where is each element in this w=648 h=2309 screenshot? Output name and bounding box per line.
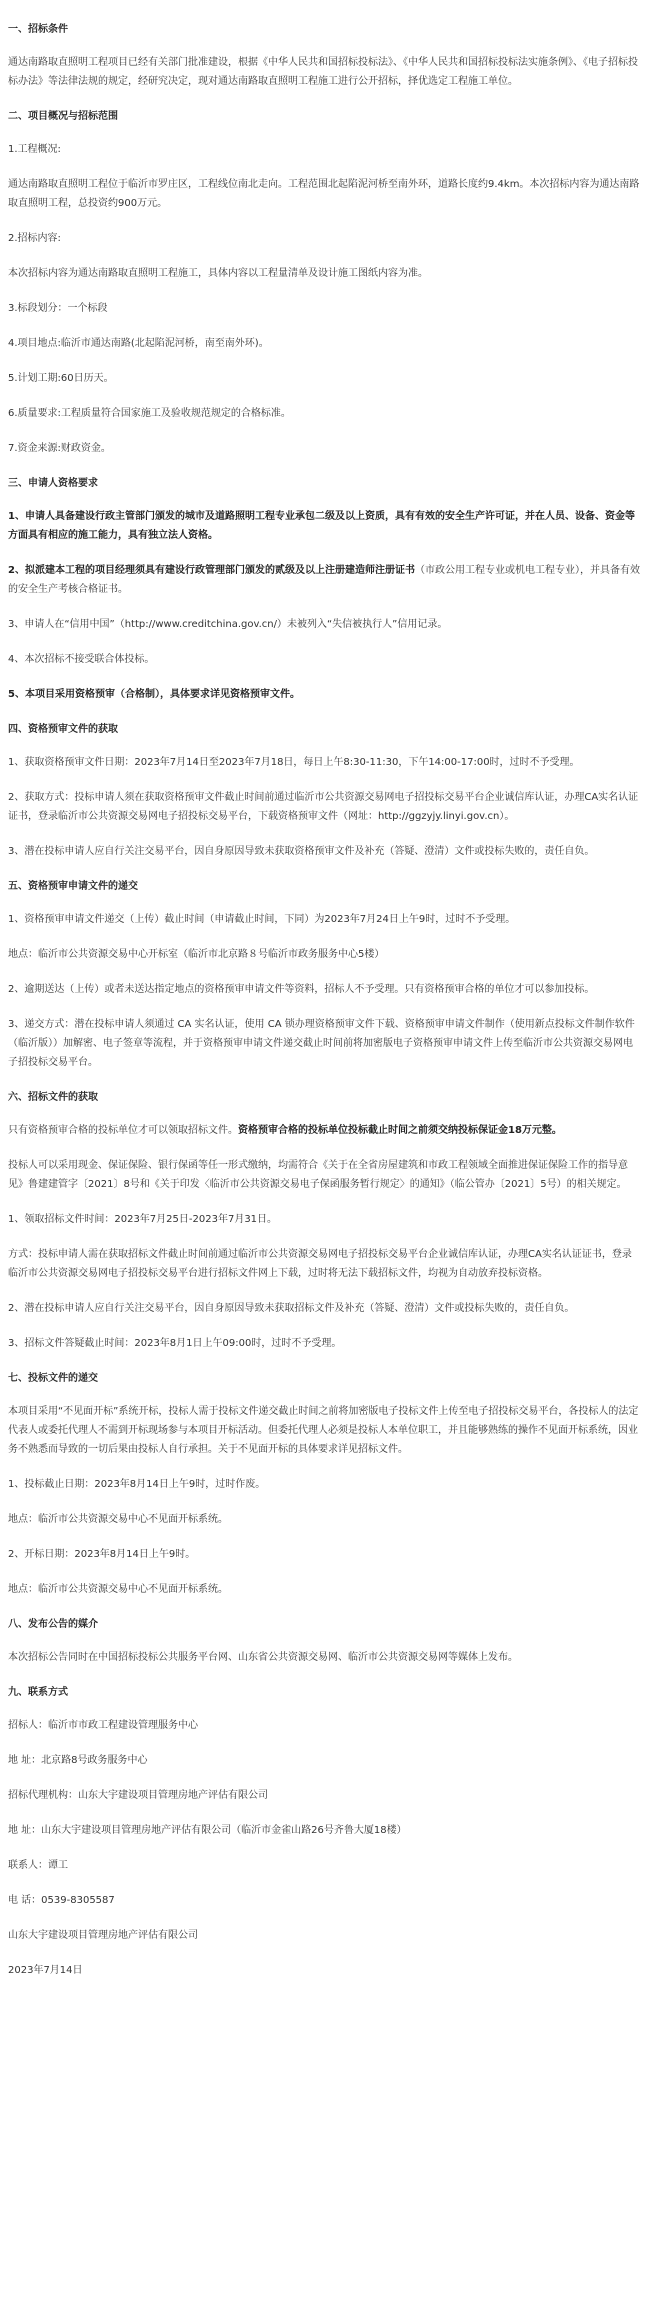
section-4-heading: 四、资格预审文件的获取	[8, 724, 118, 735]
paragraph: 3、申请人在“信用中国”（http://www.creditchina.gov.cn/）未被列入“失信被执行人”信用记录。	[8, 619, 448, 630]
signature-date: 2023年7月14日	[8, 1965, 83, 1976]
paragraph: 3、潜在投标申请人应自行关注交易平台，因自身原因导致未获取资格预审文件及补充（答疑、澄清）文件或投标失败的，责任自负。	[8, 846, 595, 857]
paragraph-bold: 5、本项目采用资格预审（合格制），具体要求详见资格预审文件。	[8, 689, 300, 700]
section-8-heading: 八、发布公告的媒介	[8, 1619, 98, 1630]
signature-company: 山东大宇建设项目管理房地产评估有限公司	[8, 1930, 198, 1941]
paragraph: 投标人可以采用现金、保证保险、银行保函等任一形式缴纳，均需符合《关于在全省房屋建筑和市政工程领域全面推进保证保险工作的指导意见》鲁建建管字〔2021〕8号和《关于印发〈临沂市公共资源交易电子保函服务暂行规定〉的通知》（临公管办〔2021〕5号）的相关规定。	[8, 1160, 628, 1190]
contact-line: 联系人：谭工	[8, 1860, 68, 1871]
section-7-heading: 七、投标文件的递交	[8, 1373, 98, 1384]
contact-line: 招标代理机构：山东大宇建设项目管理房地产评估有限公司	[8, 1790, 268, 1801]
paragraph: 通达南路取直照明工程项目已经有关部门批准建设，根据《中华人民共和国招标投标法》、《中华人民共和国招标投标法实施条例》、《电子招标投标办法》等法律法规的规定，经研究决定，现对通达南路取直照明工程施工进行公开招标，择优选定工程施工单位。	[8, 57, 638, 87]
paragraph: 7.资金来源:财政资金。	[8, 443, 111, 454]
paragraph: 1、获取资格预审文件日期：2023年7月14日至2023年7月18日，每日上午8:30-11:30，下午14:00-17:00时，过时不予受理。	[8, 757, 580, 768]
paragraph	[8, 1121, 640, 1140]
paragraph: 5.计划工期:60日历天。	[8, 373, 114, 384]
paragraph: 2.招标内容:	[8, 233, 61, 244]
normal-run: （市政公用工程专业或机电工程专业），并具备有效的安全生产考核合格证书。	[8, 565, 640, 595]
section-6-heading: 六、招标文件的获取	[8, 1092, 98, 1103]
paragraph: 1、领取招标文件时间：2023年7月25日-2023年7月31日。	[8, 1214, 278, 1225]
paragraph: 地点：临沂市公共资源交易中心不见面开标系统。	[8, 1584, 228, 1595]
paragraph: 本次招标公告同时在中国招标投标公共服务平台网、山东省公共资源交易网、临沂市公共资源交易网等媒体上发布。	[8, 1652, 518, 1663]
paragraph: 地点：临沂市公共资源交易中心不见面开标系统。	[8, 1514, 228, 1525]
paragraph: 4.项目地点:临沂市通达南路(北起陷泥河桥，南至南外环)。	[8, 338, 269, 349]
contact-line: 地 址：北京路8号政务服务中心	[8, 1755, 148, 1766]
paragraph: 3、招标文件答疑截止时间：2023年8月1日上午09:00时，过时不予受理。	[8, 1338, 342, 1349]
paragraph-bold: 1、申请人具备建设行政主管部门颁发的城市及道路照明工程专业承包二级及以上资质，具有有效的安全生产许可证，并在人员、设备、资金等方面具有相应的施工能力，具有独立法人资格。	[8, 511, 635, 541]
paragraph: 3、递交方式：潜在投标申请人须通过 CA 实名认证，使用 CA 锁办理资格预审文件下载、资格预审申请文件制作（使用新点投标文件制作软件（临沂版））加解密、电子签章等流程，并于资格预审申请文件递交截止时间前将加密版电子资格预审申请文件上传至临沂市公共资源交易网电子招投标交易平台。	[8, 1019, 635, 1068]
contact-line: 地 址：山东大宇建设项目管理房地产评估有限公司（临沂市金雀山路26号齐鲁大厦18楼）	[8, 1825, 407, 1836]
paragraph: 2、获取方式：投标申请人须在获取资格预审文件截止时间前通过临沂市公共资源交易网电子招投标交易平台企业诚信库认证，办理CA实名认证证书，登录临沂市公共资源交易网电子招投标交易平台，下载资格预审文件（网址：http://ggzyjy.linyi.gov.cn）。	[8, 792, 639, 822]
section-9-heading: 九、联系方式	[8, 1687, 68, 1698]
paragraph: 1、资格预审申请文件递交（上传）截止时间（申请截止时间，下同）为2023年7月24日上午9时，过时不予受理。	[8, 914, 516, 925]
paragraph: 2、逾期送达（上传）或者未送达指定地点的资格预审申请文件等资料，招标人不予受理。只有资格预审合格的单位才可以参加投标。	[8, 984, 595, 995]
normal-run: 只有资格预审合格的投标单位才可以领取招标文件。	[8, 1125, 238, 1136]
paragraph: 4、本次招标不接受联合体投标。	[8, 654, 155, 665]
bold-run: 2、拟派建本工程的项目经理须具有建设行政管理部门颁发的贰级及以上注册建造师注册证书	[8, 565, 415, 576]
paragraph: 2、潜在投标申请人应自行关注交易平台，因自身原因导致未获取招标文件及补充（答疑、澄清）文件或投标失败的，责任自负。	[8, 1303, 575, 1314]
paragraph: 1.工程概况:	[8, 144, 61, 155]
contact-line: 招标人：临沂市市政工程建设管理服务中心	[8, 1720, 198, 1731]
section-1-heading: 一、招标条件	[8, 24, 68, 35]
contact-line: 电 话：0539-8305587	[8, 1895, 115, 1906]
bold-run: 资格预审合格的投标单位投标截止时间之前须交纳投标保证金18万元整。	[238, 1125, 562, 1136]
paragraph: 通达南路取直照明工程位于临沂市罗庄区，工程线位南北走向。工程范围北起陷泥河桥至南外环，道路长度约9.4km。本次招标内容为通达南路取直照明工程，总投资约900万元。	[8, 179, 640, 209]
paragraph: 本项目采用“不见面开标”系统开标，投标人需于投标文件递交截止时间之前将加密版电子投标文件上传至电子招投标交易平台，各投标人的法定代表人或委托代理人不需到开标现场参与本项目开标活动。但委托代理人必须是投标人本单位职工，并且能够熟练的操作不见面开标系统，因业务不熟悉而导致的一切后果由投标人自行承担。关于不见面开标的具体要求详见招标文件。	[8, 1406, 639, 1455]
section-5-heading: 五、资格预审申请文件的递交	[8, 881, 138, 892]
paragraph: 方式：投标申请人需在获取招标文件截止时间前通过临沂市公共资源交易网电子招投标交易平台企业诚信库认证，办理CA实名认证证书，登录临沂市公共资源交易网电子招投标交易平台进行招标文件网上下载，过时将无法下载招标文件，均视为自动放弃投标资格。	[8, 1249, 632, 1279]
paragraph	[8, 561, 640, 599]
paragraph: 6.质量要求:工程质量符合国家施工及验收规范规定的合格标准。	[8, 408, 291, 419]
paragraph: 3.标段划分：一个标段	[8, 303, 108, 314]
section-2-heading: 二、项目概况与招标范围	[8, 111, 118, 122]
paragraph: 本次招标内容为通达南路取直照明工程施工，具体内容以工程量清单及设计施工图纸内容为准。	[8, 268, 428, 279]
paragraph: 地点：临沂市公共资源交易中心开标室（临沂市北京路８号临沂市政务服务中心5楼）	[8, 949, 385, 960]
paragraph: 2、开标日期：2023年8月14日上午9时。	[8, 1549, 196, 1560]
paragraph: 1、投标截止日期：2023年8月14日上午9时，过时作废。	[8, 1479, 266, 1490]
section-3-heading: 三、申请人资格要求	[8, 478, 98, 489]
